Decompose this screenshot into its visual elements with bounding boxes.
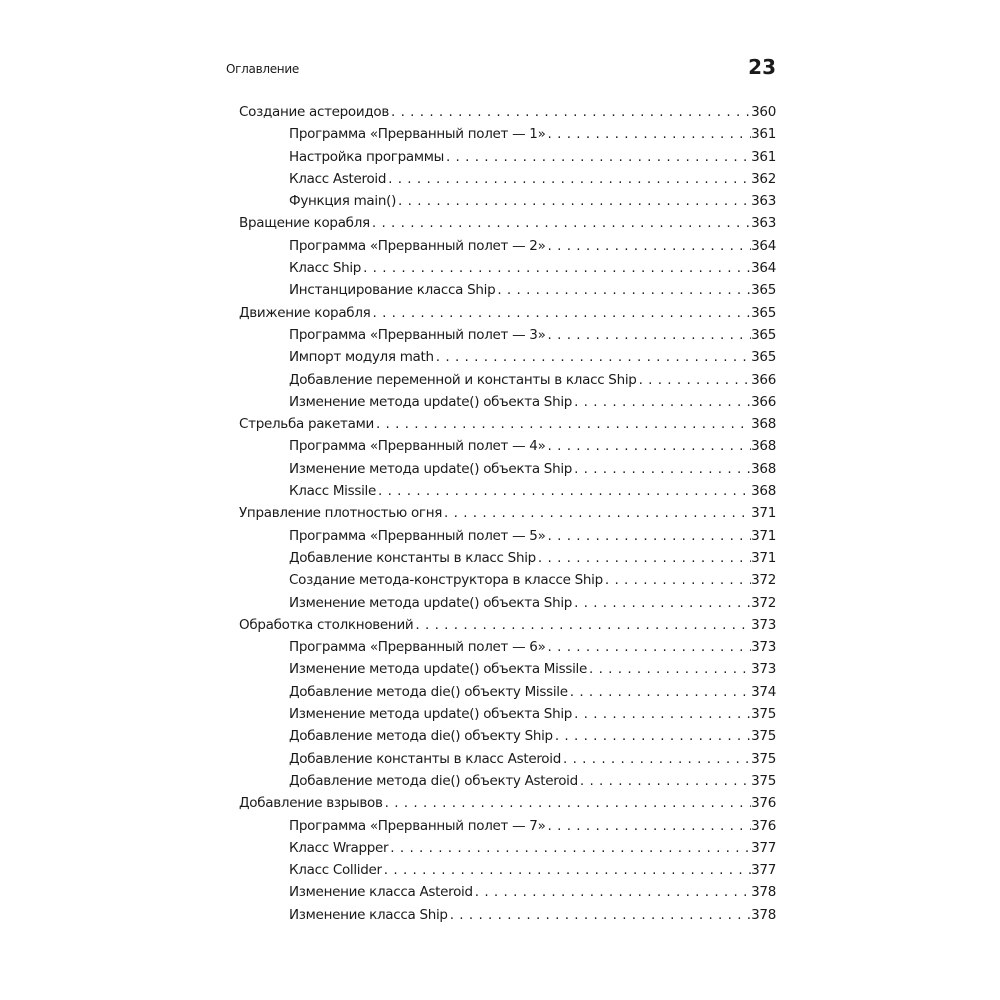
- toc-entry-page: 363: [751, 215, 776, 232]
- toc-entry-page: 373: [751, 661, 776, 678]
- toc-entry-page: 361: [751, 148, 776, 165]
- toc-entry-page: 373: [751, 616, 776, 633]
- toc-entry[interactable]: [239, 235, 776, 257]
- toc-entry-page: 368: [751, 460, 776, 477]
- toc-entry[interactable]: [239, 413, 776, 435]
- toc-entry-page: 365: [751, 349, 776, 366]
- toc-entry[interactable]: [239, 547, 776, 569]
- toc-entry[interactable]: [239, 859, 776, 881]
- toc-entry[interactable]: [239, 279, 776, 301]
- dot-leader: [546, 525, 752, 547]
- toc-entry-title: Программа «Прерванный полет — 5»: [289, 527, 546, 544]
- toc-entry-title: Движение корабля: [239, 304, 371, 321]
- toc-entry-title: Программа «Прерванный полет — 3»: [289, 326, 546, 343]
- toc-entry-title: Добавление метода die() объекту Asteroid: [289, 772, 578, 789]
- toc-entry[interactable]: [239, 168, 776, 190]
- toc-entry-title: Обработка столкновений: [239, 616, 414, 633]
- toc-entry[interactable]: [239, 391, 776, 413]
- toc-entry-title: Изменение класса Asteroid: [289, 884, 473, 901]
- toc-entry-page: 375: [751, 706, 776, 723]
- toc-entry[interactable]: [239, 458, 776, 480]
- toc-entry-title: Импорт модуля math: [289, 349, 434, 366]
- toc-entry-title: Добавление взрывов: [239, 795, 383, 812]
- dot-leader: [383, 792, 751, 814]
- dot-leader: [442, 502, 751, 524]
- toc-entry[interactable]: [239, 681, 776, 703]
- toc-entry-page: 377: [751, 839, 776, 856]
- toc-entry-page: 372: [751, 594, 776, 611]
- toc-entry-title: Программа «Прерванный полет — 6»: [289, 639, 546, 656]
- toc-entry[interactable]: [239, 770, 776, 792]
- toc-entry-page: 365: [751, 326, 776, 343]
- toc-entry[interactable]: [239, 525, 776, 547]
- toc-entry-page: 372: [751, 572, 776, 589]
- toc-entry[interactable]: [239, 658, 776, 680]
- dot-leader: [572, 391, 751, 413]
- toc-entry[interactable]: [239, 614, 776, 636]
- dot-leader: [572, 592, 751, 614]
- dot-leader: [561, 748, 751, 770]
- toc-entry[interactable]: [239, 369, 776, 391]
- toc-entry[interactable]: [239, 302, 776, 324]
- toc-entry-page: 377: [751, 862, 776, 879]
- toc-entry-page: 365: [751, 304, 776, 321]
- toc-entry-title: Класс Wrapper: [289, 839, 389, 856]
- toc-entry-page: 376: [751, 817, 776, 834]
- toc-entry-title: Программа «Прерванный полет — 2»: [289, 237, 546, 254]
- toc-entry[interactable]: [239, 190, 776, 212]
- dot-leader: [587, 658, 751, 680]
- toc-entry[interactable]: [239, 792, 776, 814]
- dot-leader: [546, 235, 752, 257]
- toc-entry[interactable]: [239, 324, 776, 346]
- toc-entry-page: 373: [751, 639, 776, 656]
- dot-leader: [546, 123, 752, 145]
- toc-entry[interactable]: [239, 502, 776, 524]
- running-header: Оглавление: [226, 62, 299, 76]
- toc-entry-page: 378: [751, 906, 776, 923]
- dot-leader: [546, 324, 752, 346]
- table-of-contents: [239, 101, 776, 926]
- toc-entry-page: 363: [751, 193, 776, 210]
- dot-leader: [568, 681, 751, 703]
- toc-entry-page: 374: [751, 683, 776, 700]
- toc-entry-title: Добавление константы в класс Ship: [289, 549, 536, 566]
- dot-leader: [546, 435, 752, 457]
- toc-entry-page: 375: [751, 772, 776, 789]
- dot-leader: [396, 190, 751, 212]
- toc-entry-title: Вращение корабля: [239, 215, 370, 232]
- toc-entry-title: Программа «Прерванный полет — 7»: [289, 817, 546, 834]
- toc-entry-page: 368: [751, 416, 776, 433]
- toc-entry-page: 366: [751, 371, 776, 388]
- toc-entry-page: 368: [751, 438, 776, 455]
- dot-leader: [370, 212, 751, 234]
- toc-entry[interactable]: [239, 881, 776, 903]
- toc-entry-page: 371: [751, 505, 776, 522]
- toc-entry[interactable]: [239, 146, 776, 168]
- toc-entry-title: Класс Asteroid: [289, 170, 387, 187]
- toc-entry[interactable]: [239, 212, 776, 234]
- toc-entry-title: Изменение метода update() объекта Ship: [289, 393, 573, 410]
- toc-entry-title: Программа «Прерванный полет — 1»: [289, 126, 546, 143]
- dot-leader: [546, 815, 752, 837]
- dot-leader: [413, 614, 751, 636]
- toc-entry-page: 362: [751, 170, 776, 187]
- dot-leader: [572, 703, 751, 725]
- dot-leader: [389, 101, 751, 123]
- toc-entry[interactable]: [239, 592, 776, 614]
- dot-leader: [361, 257, 751, 279]
- toc-entry-title: Создание метода-конструктора в классе Ship: [289, 572, 603, 589]
- toc-entry-page: 368: [751, 483, 776, 500]
- dot-leader: [386, 168, 751, 190]
- toc-entry-title: Добавление константы в класс Asteroid: [289, 750, 561, 767]
- toc-entry-title: Функция main(): [289, 193, 397, 210]
- dot-leader: [578, 770, 751, 792]
- toc-entry-title: Изменение метода update() объекта Ship: [289, 594, 573, 611]
- toc-entry-title: Изменение класса Ship: [289, 906, 448, 923]
- dot-leader: [448, 904, 751, 926]
- dot-leader: [434, 346, 751, 368]
- toc-entry[interactable]: [239, 904, 776, 926]
- toc-entry-title: Класс Ship: [289, 260, 362, 277]
- toc-entry-title: Программа «Прерванный полет — 4»: [289, 438, 546, 455]
- toc-entry-title: Создание астероидов: [239, 104, 389, 120]
- toc-entry-page: 378: [751, 884, 776, 901]
- dot-leader: [376, 480, 751, 502]
- toc-entry-page: 364: [751, 237, 776, 254]
- toc-entry[interactable]: [239, 101, 776, 123]
- toc-entry-title: Инстанцирование класса Ship: [289, 282, 496, 299]
- toc-entry[interactable]: [239, 703, 776, 725]
- toc-entry-title: Класс Missile: [289, 483, 376, 500]
- toc-entry[interactable]: [239, 569, 776, 591]
- toc-entry-title: Стрельба ракетами: [239, 416, 374, 433]
- toc-entry-title: Настройка программы: [289, 148, 444, 165]
- dot-leader: [536, 547, 751, 569]
- dot-leader: [637, 369, 752, 391]
- dot-leader: [444, 146, 751, 168]
- dot-leader: [370, 302, 751, 324]
- toc-entry-title: Управление плотностью огня: [239, 505, 443, 522]
- toc-entry[interactable]: [239, 123, 776, 145]
- toc-entry[interactable]: [239, 725, 776, 747]
- toc-entry-page: 365: [751, 282, 776, 299]
- toc-entry-title: Класс Collider: [289, 862, 382, 879]
- toc-entry-page: 364: [751, 260, 776, 277]
- toc-entry[interactable]: [239, 837, 776, 859]
- dot-leader: [388, 837, 751, 859]
- toc-entry[interactable]: [239, 435, 776, 457]
- toc-entry-page: 375: [751, 750, 776, 767]
- dot-leader: [374, 413, 751, 435]
- toc-entry[interactable]: [239, 257, 776, 279]
- dot-leader: [572, 458, 751, 480]
- dot-leader: [495, 279, 751, 301]
- toc-entry-page: 366: [751, 393, 776, 410]
- toc-entry-title: Добавление метода die() объекту Ship: [289, 728, 553, 745]
- toc-entry-title: Добавление метода die() объекту Missile: [289, 683, 568, 700]
- toc-entry-title: Изменение метода update() объекта Ship: [289, 706, 573, 723]
- toc-entry-page: 371: [751, 527, 776, 544]
- dot-leader: [553, 725, 751, 747]
- page-number: 23: [748, 55, 776, 79]
- toc-entry-page: 361: [751, 126, 776, 143]
- toc-entry[interactable]: [239, 748, 776, 770]
- dot-leader: [473, 881, 751, 903]
- toc-entry[interactable]: [239, 636, 776, 658]
- toc-entry-title: Изменение метода update() объекта Ship: [289, 460, 573, 477]
- toc-entry[interactable]: [239, 815, 776, 837]
- toc-entry[interactable]: [239, 480, 776, 502]
- toc-entry-page: 376: [751, 795, 776, 812]
- toc-entry-title: Изменение метода update() объекта Missile: [289, 661, 587, 678]
- toc-entry-page: 375: [751, 728, 776, 745]
- toc-entry-page: 371: [751, 549, 776, 566]
- dot-leader: [382, 859, 751, 881]
- dot-leader: [546, 636, 752, 658]
- dot-leader: [603, 569, 751, 591]
- toc-entry-page: 360: [751, 104, 776, 120]
- toc-entry[interactable]: [239, 346, 776, 368]
- toc-entry-title: Добавление переменной и константы в класс Ship: [289, 371, 637, 388]
